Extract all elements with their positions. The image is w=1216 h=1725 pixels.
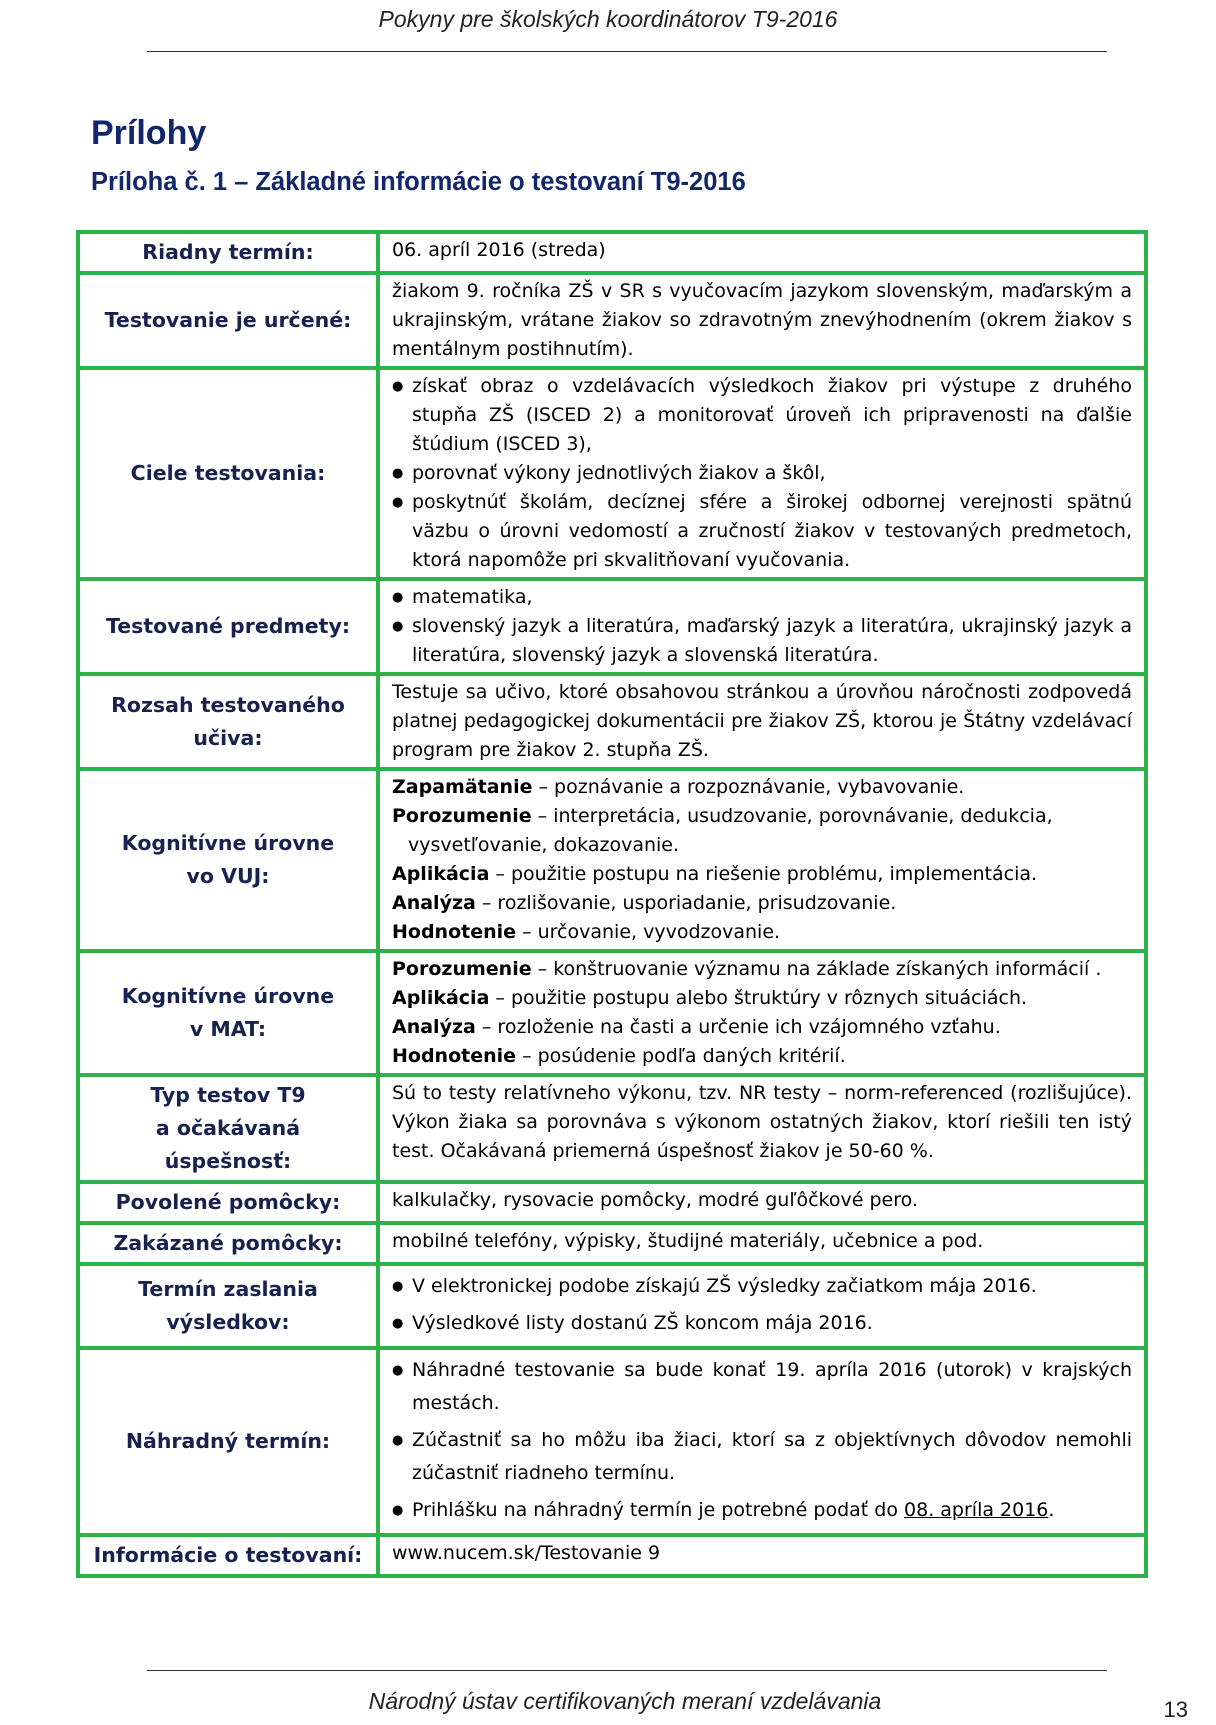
row-value: mobilné telefóny, výpisky, študijné materiály, učebnice a pod.	[378, 1223, 1146, 1264]
table-row	[78, 273, 1146, 368]
info-link[interactable]: www.nucem.sk/Testovanie 9	[378, 1535, 1146, 1576]
list-item: ● porovnať výkony jednotlivých žiakov a škôl,	[392, 459, 1132, 488]
row-label: Testované predmety:	[78, 579, 378, 674]
row-label: Typ testov T9 a očakávaná úspešnosť:	[78, 1075, 378, 1182]
row-value: Sú to testy relatívneho výkonu, tzv. NR testy – norm-referenced (rozlišujúce). Výkon žiaka sa porovnáva s výkonom ostatných žiakov, ktorí riešili ten istý test. Očakávaná priemerná úspešnosť žiakov je 50-60 %.	[378, 1075, 1146, 1182]
row-label: Náhradný termín:	[78, 1348, 378, 1535]
table-row	[78, 1264, 1146, 1348]
row-value	[378, 951, 1146, 1075]
table-row	[78, 368, 1146, 579]
row-value	[378, 769, 1146, 951]
row-value	[378, 579, 1146, 674]
table-row	[78, 769, 1146, 951]
row-value	[378, 368, 1146, 579]
row-label: Zakázané pomôcky:	[78, 1223, 378, 1264]
row-label: Rozsah testovaného učiva:	[78, 674, 378, 769]
list-item: ● Výsledkové listy dostanú ZŠ koncom mája 2016.	[392, 1307, 1132, 1340]
row-label: Riadny termín:	[78, 232, 378, 273]
definition-line: Aplikácia – použitie postupu alebo štruktúry v rôznych situáciách.	[392, 987, 1028, 1009]
table-row	[78, 232, 1146, 273]
testing-info-table	[76, 230, 1148, 1578]
row-label: Termín zaslania výsledkov:	[78, 1264, 378, 1348]
footer-divider	[147, 1670, 1107, 1671]
list-item: ● matematika,	[392, 583, 1132, 612]
list-item: ● Zúčastniť sa ho môžu iba žiaci, ktorí sa z objektívnych dôvodov nemohli zúčastniť riadneho termínu.	[392, 1424, 1132, 1490]
definition-line: Analýza – rozlišovanie, usporiadanie, prisudzovanie.	[392, 892, 897, 914]
row-value: Testuje sa učivo, ktoré obsahovou stránkou a úrovňou náročnosti zodpovedá platnej pedagogickej dokumentácii pre žiakov ZŠ, ktorou je Štátny vzdelávací program pre žiakov 2. stupňa ZŠ.	[378, 674, 1146, 769]
list-item: ● Prihlášku na náhradný termín je potrebné podať do 08. apríla 2016.	[392, 1494, 1132, 1527]
deadline-date: 08. apríla 2016	[904, 1499, 1049, 1521]
table-row	[78, 1348, 1146, 1535]
list-item: ● slovenský jazyk a literatúra, maďarský jazyk a literatúra, ukrajinský jazyk a literatúra, slovenský jazyk a slovenská literatúra.	[392, 612, 1132, 670]
definition-line: Analýza – rozloženie na časti a určenie ich vzájomného vzťahu.	[392, 1016, 1001, 1038]
row-value: 06. apríl 2016 (streda)	[378, 232, 1146, 273]
definition-line: Hodnotenie – posúdenie podľa daných kritérií.	[392, 1045, 846, 1067]
table-row	[78, 1182, 1146, 1223]
row-value	[378, 1264, 1146, 1348]
row-label: Ciele testovania:	[78, 368, 378, 579]
definition-line: vysvetľovanie, dokazovanie.	[408, 834, 680, 856]
row-label: Testovanie je určené:	[78, 273, 378, 368]
section-subtitle: Príloha č. 1 – Základné informácie o testovaní T9-2016	[91, 168, 746, 196]
table-row	[78, 1535, 1146, 1576]
page-number: 13	[1163, 1697, 1188, 1722]
table-row	[78, 674, 1146, 769]
table-row	[78, 1075, 1146, 1182]
definition-line: Aplikácia – použitie postupu na riešenie problému, implementácia.	[392, 863, 1038, 885]
definition-line: Porozumenie – konštruovanie významu na základe získaných informácií .	[392, 958, 1102, 980]
definition-line: Zapamätanie – poznávanie a rozpoznávanie, vybavovanie.	[392, 776, 965, 798]
row-value	[378, 1348, 1146, 1535]
row-label: Kognitívne úrovne v MAT:	[78, 951, 378, 1075]
list-item: ● poskytnúť školám, decíznej sfére a širokej odbornej verejnosti spätnú väzbu o úrovni vedomostí a zručností žiakov v testovaných predmetoch, ktorá napomôže pri skvalitňovaní vyučovania.	[392, 488, 1132, 575]
table-row	[78, 579, 1146, 674]
definition-line: Porozumenie – interpretácia, usudzovanie, porovnávanie, dedukcia,	[392, 805, 1053, 827]
list-item: ● získať obraz o vzdelávacích výsledkoch žiakov pri výstupe z druhého stupňa ZŠ (ISCED 2) a monitorovať úroveň ich pripravenosti na ďalšie štúdium (ISCED 3),	[392, 372, 1132, 459]
definition-line: Hodnotenie – určovanie, vyvodzovanie.	[392, 921, 781, 943]
list-item: ● V elektronickej podobe získajú ZŠ výsledky začiatkom mája 2016.	[392, 1270, 1132, 1303]
row-value: žiakom 9. ročníka ZŠ v SR s vyučovacím jazykom slovenským, maďarským a ukrajinským, vrátane žiakov so zdravotným znevýhodnením (okrem žiakov s mentálnym postihnutím).	[378, 273, 1146, 368]
row-label: Povolené pomôcky:	[78, 1182, 378, 1223]
page-title: Prílohy	[91, 114, 207, 152]
header-divider	[147, 51, 1107, 52]
list-item: ● Náhradné testovanie sa bude konať 19. apríla 2016 (utorok) v krajských mestách.	[392, 1354, 1132, 1420]
page-header: Pokyny pre školských koordinátorov T9-2016	[378, 6, 838, 32]
row-label: Kognitívne úrovne vo VUJ:	[78, 769, 378, 951]
table-row	[78, 1223, 1146, 1264]
table-row	[78, 951, 1146, 1075]
page-footer: Národný ústav certifikovaných meraní vzdelávania	[368, 1688, 882, 1714]
row-value: kalkulačky, rysovacie pomôcky, modré guľôčkové pero.	[378, 1182, 1146, 1223]
row-label: Informácie o testovaní:	[78, 1535, 378, 1576]
